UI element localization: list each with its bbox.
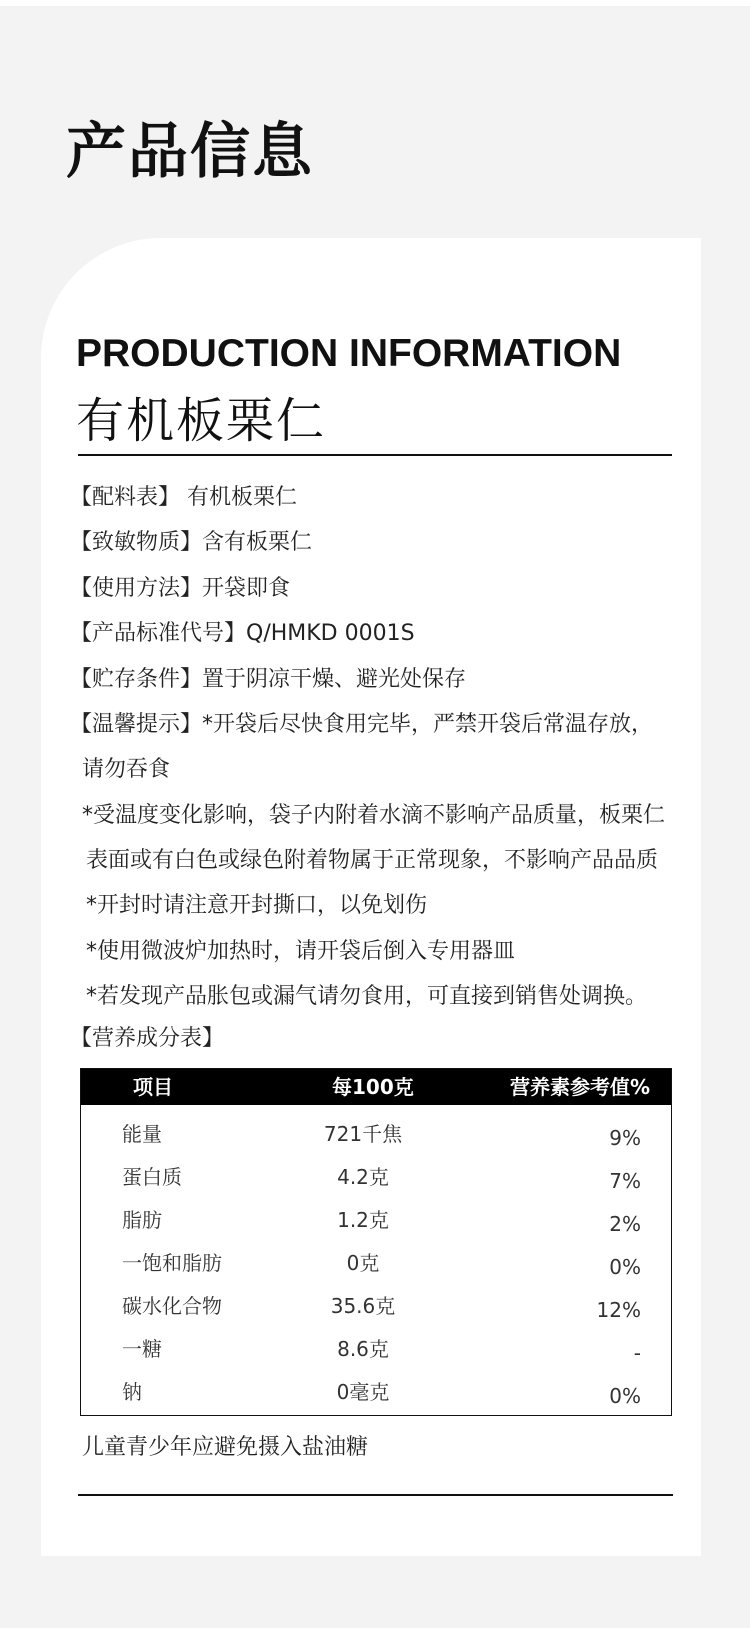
storage-line: 【贮存条件】置于阴凉干燥、避光处保存 bbox=[70, 667, 467, 692]
cell-amount: 0毫克 bbox=[336, 1380, 390, 1404]
cell-amount: 721千焦 bbox=[323, 1122, 403, 1146]
tips-line: *若发现产品胀包或漏气请勿食用，可直接到销售处调换。 bbox=[86, 984, 648, 1009]
cell-item: 钠 bbox=[122, 1380, 142, 1404]
header-item: 项目 bbox=[133, 1075, 173, 1099]
cell-amount: 8.6克 bbox=[337, 1337, 389, 1361]
cell-nrv: - bbox=[633, 1341, 641, 1365]
table-row bbox=[81, 1158, 671, 1198]
table-row bbox=[81, 1244, 671, 1284]
cell-item: 碳水化合物 bbox=[122, 1294, 222, 1318]
section-title-cn: 有机板栗仁 bbox=[76, 393, 327, 449]
table-row bbox=[81, 1115, 671, 1155]
table-row bbox=[81, 1330, 671, 1370]
usage-line: 【使用方法】开袋即食 bbox=[70, 576, 291, 601]
cell-amount: 0克 bbox=[346, 1251, 380, 1275]
cell-amount: 35.6克 bbox=[330, 1294, 396, 1318]
section-title-en: PRODUCTION INFORMATION bbox=[76, 332, 622, 375]
cell-nrv: 7% bbox=[609, 1169, 641, 1193]
cell-nrv: 0% bbox=[609, 1384, 641, 1408]
footer-divider bbox=[78, 1494, 673, 1496]
cell-nrv: 2% bbox=[609, 1212, 641, 1236]
cell-item: 一糖 bbox=[122, 1337, 162, 1361]
header-nrv: 营养素参考值% bbox=[510, 1075, 651, 1099]
cell-amount: 1.2克 bbox=[337, 1208, 389, 1232]
allergen-line: 【致敏物质】含有板栗仁 bbox=[70, 530, 313, 555]
cell-nrv: 9% bbox=[609, 1126, 641, 1150]
table-row bbox=[81, 1287, 671, 1327]
tips-line: *开封时请注意开封撕口，以免划伤 bbox=[86, 893, 428, 918]
cell-item: 一饱和脂肪 bbox=[122, 1251, 222, 1275]
title-divider bbox=[78, 454, 672, 456]
header-per100g: 每100克 bbox=[332, 1075, 414, 1099]
cell-nrv: 0% bbox=[609, 1255, 641, 1279]
tips-line: *受温度变化影响，袋子内附着水滴不影响产品质量，板栗仁 bbox=[82, 803, 666, 828]
table-header bbox=[81, 1069, 671, 1105]
cell-amount: 4.2克 bbox=[337, 1165, 389, 1189]
nutrition-title: 【营养成分表】 bbox=[70, 1026, 225, 1051]
footer-note: 儿童青少年应避免摄入盐油糖 bbox=[82, 1435, 369, 1460]
table-row bbox=[81, 1201, 671, 1241]
tips-line: 【温馨提示】*开袋后尽快食用完毕，严禁开袋后常温存放， bbox=[70, 712, 654, 737]
table-row bbox=[81, 1373, 671, 1413]
tips-line: *使用微波炉加热时，请开袋后倒入专用器皿 bbox=[86, 939, 516, 964]
cell-item: 脂肪 bbox=[122, 1208, 162, 1232]
nutrition-table bbox=[80, 1068, 672, 1416]
page-title: 产品信息 bbox=[66, 117, 314, 187]
tips-line: 表面或有白色或绿色附着物属于正常现象，不影响产品品质 bbox=[86, 848, 659, 873]
ingredients-line: 【配料表】 有机板栗仁 bbox=[70, 485, 297, 510]
cell-item: 能量 bbox=[122, 1122, 162, 1146]
standard-line: 【产品标准代号】Q/HMKD 0001S bbox=[70, 621, 415, 646]
cell-item: 蛋白质 bbox=[122, 1165, 182, 1189]
cell-nrv: 12% bbox=[596, 1298, 641, 1322]
tips-line: 请勿吞食 bbox=[82, 757, 171, 782]
top-strip bbox=[0, 0, 750, 6]
